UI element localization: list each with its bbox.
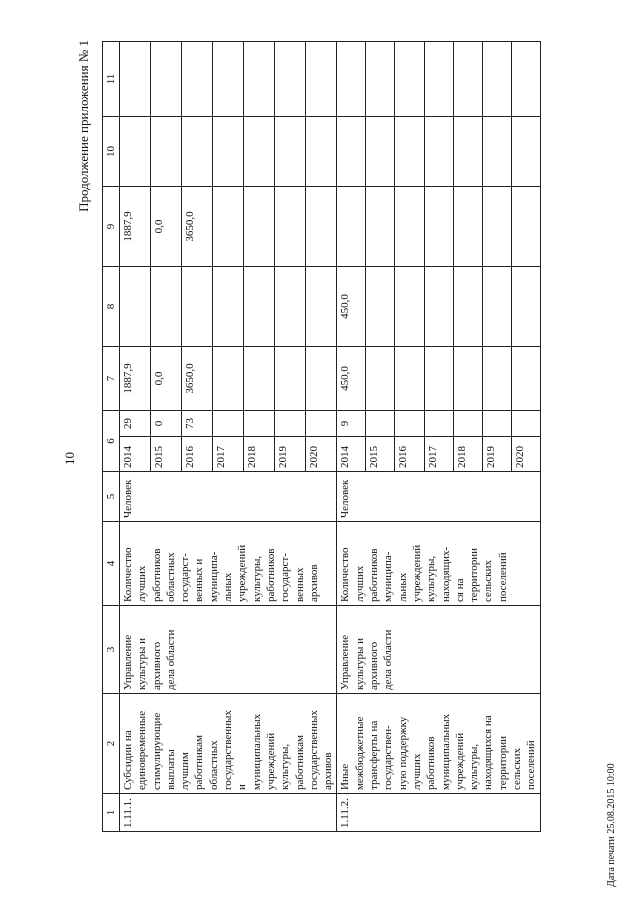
funding-total: 0,0 (151, 347, 182, 411)
funding-col9 (453, 187, 482, 267)
funding-col11 (424, 42, 453, 117)
indicator-line: ся на (453, 578, 466, 602)
funding-col9: 1887,9 (120, 187, 151, 267)
funding-col9 (213, 187, 244, 267)
funding-total (511, 347, 540, 411)
measure-name-line: работникам (193, 735, 206, 790)
indicator-line: государст- (179, 553, 192, 602)
indicator-line: венных и (193, 558, 206, 602)
indicator-line: венных (293, 567, 306, 602)
funding-col9 (424, 187, 453, 267)
funding-col10 (244, 117, 275, 187)
funding-col8 (453, 267, 482, 347)
funding-col10 (275, 117, 306, 187)
funding-col10 (337, 117, 366, 187)
funding-col11 (337, 42, 366, 117)
row-code: 1.11.1. (120, 794, 337, 832)
measure-name-line: выплаты (164, 749, 177, 790)
year-cell: 2014 (120, 437, 151, 472)
funding-col11 (511, 42, 540, 117)
indicator-line: работников (264, 548, 277, 602)
funding-col11 (275, 42, 306, 117)
indicator-line: работников (150, 548, 163, 602)
measure-name-line: работникам (293, 735, 306, 790)
funding-total (244, 347, 275, 411)
funding-col8 (151, 267, 182, 347)
funding-col11 (366, 42, 395, 117)
funding-col8 (366, 267, 395, 347)
funding-col8: 450,0 (337, 267, 366, 347)
funding-col10 (424, 117, 453, 187)
funding-col11 (151, 42, 182, 117)
page-number: 10 (62, 452, 77, 465)
indicator-line: Количество (122, 547, 134, 602)
indicator-value: 73 (182, 411, 213, 437)
executor-line: Управление (339, 634, 352, 690)
indicator-value (306, 411, 337, 437)
year-cell: 2018 (453, 437, 482, 472)
column-number: 8 (103, 267, 120, 347)
funding-col8 (120, 267, 151, 347)
measure-name-line: поселений (525, 740, 538, 790)
column-number: 10 (103, 117, 120, 187)
indicator-line: культуры, (425, 555, 438, 602)
indicator-line: государст- (279, 553, 292, 602)
funding-col8 (395, 267, 424, 347)
funding-col9 (275, 187, 306, 267)
indicator-line: поселений (496, 552, 509, 602)
funding-col9 (366, 187, 395, 267)
executor (120, 606, 337, 694)
measure-name-line: единовременные (136, 710, 149, 790)
funding-col10 (511, 117, 540, 187)
indicator-value: 29 (120, 411, 151, 437)
print-date: Дата печати 25.08.2015 10:00 (606, 763, 617, 887)
indicator-value (482, 411, 511, 437)
funding-total (213, 347, 244, 411)
indicator-value (244, 411, 275, 437)
measure-name-line: учреждений (453, 732, 466, 790)
executor-line: культуры и (353, 638, 366, 690)
indicator-line: лучших (136, 565, 149, 602)
measure-name-line: территории (496, 735, 509, 790)
indicator-value (511, 411, 540, 437)
funding-col9 (511, 187, 540, 267)
executor-line: дела области (382, 629, 395, 690)
year-cell: 2016 (395, 437, 424, 472)
indicator-line: учреждений (410, 544, 423, 602)
measure-name-line: ную поддержку (396, 716, 409, 790)
year-cell: 2016 (182, 437, 213, 472)
row-code: 1.11.2. (337, 794, 540, 832)
measure-name-line: и (236, 784, 249, 790)
indicator-line: культуры, (250, 555, 263, 602)
measure-name-line: культуры, (468, 743, 481, 790)
funding-col11 (482, 42, 511, 117)
measure-name-line: культуры, (279, 743, 292, 790)
funding-col11 (306, 42, 337, 117)
unit: Человек (337, 472, 540, 522)
executor-line: дела области (164, 629, 177, 690)
indicator-line: муниципа- (207, 551, 220, 602)
funding-col10 (306, 117, 337, 187)
indicator-value (453, 411, 482, 437)
funding-total: 3650,0 (182, 347, 213, 411)
executor (337, 606, 540, 694)
indicator-line: лучших (353, 565, 366, 602)
funding-col11 (120, 42, 151, 117)
funding-col8 (424, 267, 453, 347)
measure-name-line: государственных (307, 710, 320, 790)
funding-total: 1887,9 (120, 347, 151, 411)
year-cell: 2020 (306, 437, 337, 472)
funding-total: 450,0 (337, 347, 366, 411)
funding-col9: 0,0 (151, 187, 182, 267)
indicator-value: 0 (151, 411, 182, 437)
measure-name (120, 694, 337, 794)
indicator-line: учреждений (236, 544, 249, 602)
funding-col9 (395, 187, 424, 267)
funding-col9 (337, 187, 366, 267)
indicator-line: сельских (482, 559, 495, 602)
funding-total (424, 347, 453, 411)
funding-total (366, 347, 395, 411)
funding-total (275, 347, 306, 411)
funding-col9 (244, 187, 275, 267)
column-number: 9 (103, 187, 120, 267)
funding-total (482, 347, 511, 411)
funding-total (453, 347, 482, 411)
indicator-line: муниципа- (382, 551, 395, 602)
executor-line: Управление (122, 634, 134, 690)
funding-col10 (182, 117, 213, 187)
funding-col11 (182, 42, 213, 117)
indicator-line: Количество (339, 547, 352, 602)
measure-name-line: муниципальных (250, 713, 263, 790)
program-table (102, 41, 541, 832)
funding-col9: 3650,0 (182, 187, 213, 267)
indicator (337, 522, 540, 606)
executor-line: культуры и (136, 638, 149, 690)
indicator-value: 9 (337, 411, 366, 437)
funding-col10 (151, 117, 182, 187)
continuation-heading: Продолжение приложения № 1 (76, 40, 91, 212)
measure-name-line: лучших (410, 753, 423, 790)
funding-total (306, 347, 337, 411)
year-cell: 2019 (275, 437, 306, 472)
measure-name-line: сельских (511, 747, 524, 790)
indicator-value (395, 411, 424, 437)
executor-line: архивного (150, 641, 163, 690)
funding-total (395, 347, 424, 411)
column-number: 5 (103, 472, 120, 522)
funding-col11 (213, 42, 244, 117)
column-number: 3 (103, 606, 120, 694)
executor-line: архивного (368, 641, 381, 690)
funding-col8 (306, 267, 337, 347)
measure-name-line: работников (425, 736, 438, 790)
column-number-row (103, 42, 120, 832)
measure-name-line: областных (207, 740, 220, 790)
funding-col11 (453, 42, 482, 117)
column-number: 2 (103, 694, 120, 794)
measure-name-line: Иные (339, 763, 352, 790)
funding-col8 (213, 267, 244, 347)
indicator-value (213, 411, 244, 437)
year-cell: 2015 (151, 437, 182, 472)
indicator-line: территории (468, 547, 481, 602)
indicator-line: архивов (307, 564, 320, 602)
indicator-value (424, 411, 453, 437)
measure-name-line: архивов (322, 752, 335, 790)
year-cell: 2019 (482, 437, 511, 472)
indicator-line: находящих- (439, 546, 452, 602)
measure-name-line: государствен- (382, 725, 395, 790)
measure-name-line: государственных (222, 710, 235, 790)
funding-col10 (453, 117, 482, 187)
column-number: 6 (103, 411, 120, 472)
indicator-line: льных (396, 572, 409, 602)
funding-col10 (366, 117, 395, 187)
indicator-value (366, 411, 395, 437)
funding-col9 (482, 187, 511, 267)
year-cell: 2015 (366, 437, 395, 472)
indicator-value (275, 411, 306, 437)
table-row (120, 42, 151, 832)
indicator-line: работников (368, 548, 381, 602)
funding-col8 (482, 267, 511, 347)
year-cell: 2020 (511, 437, 540, 472)
indicator-line: областных (164, 552, 177, 602)
measure-name-line: учреждений (264, 732, 277, 790)
measure-name-line: стимулирующие (150, 712, 163, 790)
unit: Человек (120, 472, 337, 522)
year-cell: 2017 (213, 437, 244, 472)
funding-col8 (182, 267, 213, 347)
funding-col10 (482, 117, 511, 187)
column-number: 7 (103, 347, 120, 411)
measure-name-line: межбюджетные (353, 716, 366, 790)
funding-col8 (244, 267, 275, 347)
year-cell: 2014 (337, 437, 366, 472)
column-number: 1 (103, 794, 120, 832)
funding-col9 (306, 187, 337, 267)
measure-name-line: Субсидии на (122, 730, 134, 790)
table-row (337, 42, 366, 832)
indicator-line: льных (222, 572, 235, 602)
funding-col8 (511, 267, 540, 347)
measure-name-line: находящихся на (482, 715, 495, 790)
funding-col10 (120, 117, 151, 187)
funding-col11 (244, 42, 275, 117)
year-cell: 2018 (244, 437, 275, 472)
column-number: 4 (103, 522, 120, 606)
measure-name (337, 694, 540, 794)
funding-col10 (213, 117, 244, 187)
measure-name-line: трансферты на (368, 720, 381, 790)
column-number: 11 (103, 42, 120, 117)
year-cell: 2017 (424, 437, 453, 472)
funding-col8 (275, 267, 306, 347)
measure-name-line: муниципальных (439, 713, 452, 790)
funding-col10 (395, 117, 424, 187)
indicator (120, 522, 337, 606)
measure-name-line: лучшим (179, 752, 192, 790)
funding-col11 (395, 42, 424, 117)
